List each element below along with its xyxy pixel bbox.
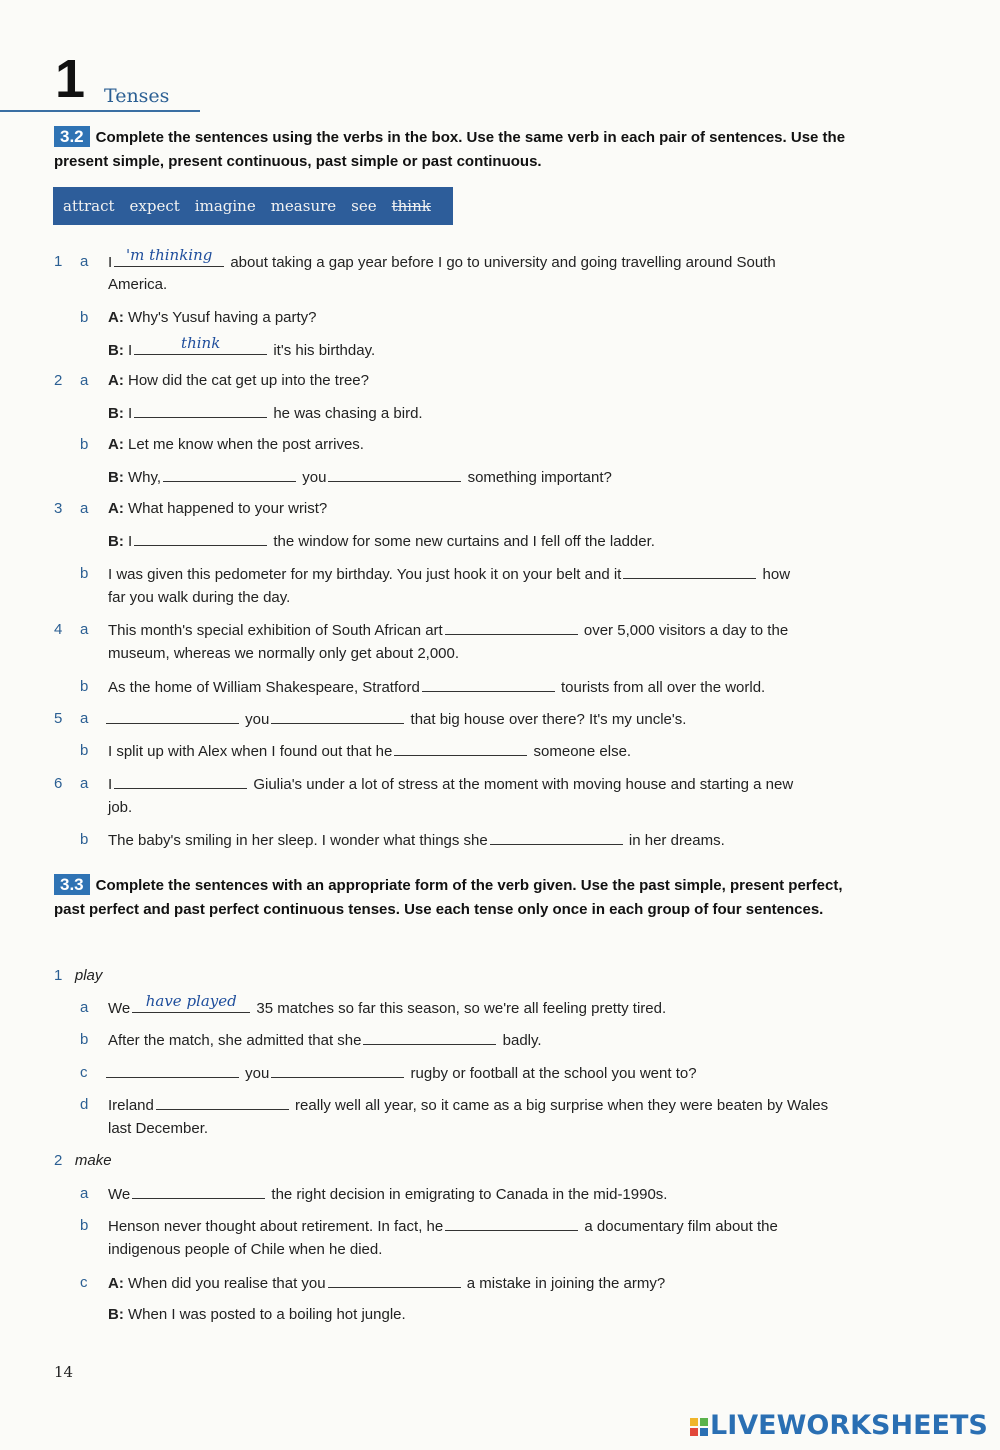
item-2a-question: A: How did the cat get up into the tree? xyxy=(108,372,369,389)
answer-blank[interactable] xyxy=(156,1093,289,1110)
word-measure: measure xyxy=(270,197,337,215)
item-2b-answer: B: Why, you something important? xyxy=(108,465,612,490)
page-number: 14 xyxy=(54,1363,74,1381)
group-2-heading: 2 make xyxy=(54,1152,112,1169)
item-1a: 1 xyxy=(54,253,63,270)
chapter-underline xyxy=(0,110,200,112)
item-g2c-answer: B: When I was posted to a boiling hot jungle. xyxy=(108,1306,406,1323)
item-2a-answer: B: I he was chasing a bird. xyxy=(108,401,423,426)
item-1b-question: A: Why's Yusuf having a party? xyxy=(108,309,317,326)
item-2b-question: A: Let me know when the post arrives. xyxy=(108,436,364,453)
answer-blank[interactable] xyxy=(623,562,756,579)
answer-blank[interactable] xyxy=(445,618,578,635)
liveworksheets-logo[interactable]: LIVEWORKSHEETS xyxy=(690,1410,988,1441)
item-g1d: Ireland really well all year, so it came as a big surprise when they were beaten by Wales xyxy=(108,1093,828,1118)
answer-blank[interactable] xyxy=(271,1061,404,1078)
item-1b-answer: B: I think it's his birthday. xyxy=(108,334,376,359)
word-think: think xyxy=(391,197,431,215)
item-g1b: After the match, she admitted that she badly. xyxy=(108,1028,542,1053)
word-imagine: imagine xyxy=(194,197,256,215)
item-3a-answer: B: I the window for some new curtains and I fell off the ladder. xyxy=(108,529,655,554)
item-4b: As the home of William Shakespeare, Stratford tourists from all over the world. xyxy=(108,675,765,700)
answer-blank[interactable] xyxy=(134,529,267,546)
item-g2c-question: A: When did you realise that you a mistake in joining the army? xyxy=(108,1271,665,1296)
answer-blank[interactable]: have played xyxy=(132,996,250,1013)
item-6a: I Giulia's under a lot of stress at the moment with moving house and starting a new xyxy=(108,772,793,797)
word-expect: expect xyxy=(129,197,180,215)
item-5b: I split up with Alex when I found out that he someone else. xyxy=(108,739,631,764)
item-5a: you that big house over there? It's my uncle's. xyxy=(104,707,686,732)
answer-blank[interactable] xyxy=(106,1061,239,1078)
verb-word-box xyxy=(53,187,453,225)
exercise-number-badge: 3.3 xyxy=(54,874,90,895)
answer-blank[interactable]: 'm thinking xyxy=(114,250,224,267)
exercise-number-badge: 3.2 xyxy=(54,126,90,147)
answer-blank[interactable] xyxy=(114,772,247,789)
item-6b: The baby's smiling in her sleep. I wonder what things she in her dreams. xyxy=(108,828,725,853)
answer-blank[interactable] xyxy=(132,1182,265,1199)
answer-blank[interactable] xyxy=(490,828,623,845)
answer-blank[interactable] xyxy=(134,401,267,418)
item-3a-question: A: What happened to your wrist? xyxy=(108,500,328,517)
exercise-3-3-instruction: 3.3 Complete the sentences with an appropriate form of the verb given. Use the past simple, present perfect, past perfect and past perfect continuous tenses. Use each tense only once in each group of four sentences. xyxy=(54,875,843,918)
logo-grid-icon xyxy=(690,1418,708,1436)
answer-blank[interactable] xyxy=(422,675,555,692)
exercise-3-2-instruction: 3.2 Complete the sentences using the verbs in the box. Use the same verb in each pair of sentences. Use the present simple, present continuous, past simple or past continuous. xyxy=(54,127,846,170)
item-g2a: We the right decision in emigrating to Canada in the mid-1990s. xyxy=(108,1182,667,1207)
chapter-title: Tenses xyxy=(104,85,170,107)
answer-blank[interactable] xyxy=(394,739,527,756)
answer-blank[interactable] xyxy=(271,707,404,724)
word-see: see xyxy=(351,197,377,215)
answer-blank[interactable] xyxy=(363,1028,496,1045)
answer-blank[interactable] xyxy=(106,707,239,724)
word-attract: attract xyxy=(63,197,115,215)
answer-blank[interactable]: think xyxy=(134,338,267,355)
answer-blank[interactable] xyxy=(328,1271,461,1288)
item-1a-text: I 'm thinking about taking a gap year before I go to university and going travelling around South xyxy=(108,246,776,271)
group-1-heading: 1 play xyxy=(54,967,103,984)
item-g1c: you rugby or football at the school you went to? xyxy=(104,1061,697,1086)
item-g1a: We have played 35 matches so far this season, so we're all feeling pretty tired. xyxy=(108,992,667,1017)
answer-blank[interactable] xyxy=(163,465,296,482)
item-3b: I was given this pedometer for my birthday. You just hook it on your belt and it how xyxy=(108,562,790,587)
answer-blank[interactable] xyxy=(445,1214,578,1231)
item-4a: This month's special exhibition of South African art over 5,000 visitors a day to the xyxy=(108,618,788,643)
item-g2b: Henson never thought about retirement. In fact, he a documentary film about the xyxy=(108,1214,778,1239)
chapter-number: 1 xyxy=(55,49,86,109)
answer-blank[interactable] xyxy=(328,465,461,482)
